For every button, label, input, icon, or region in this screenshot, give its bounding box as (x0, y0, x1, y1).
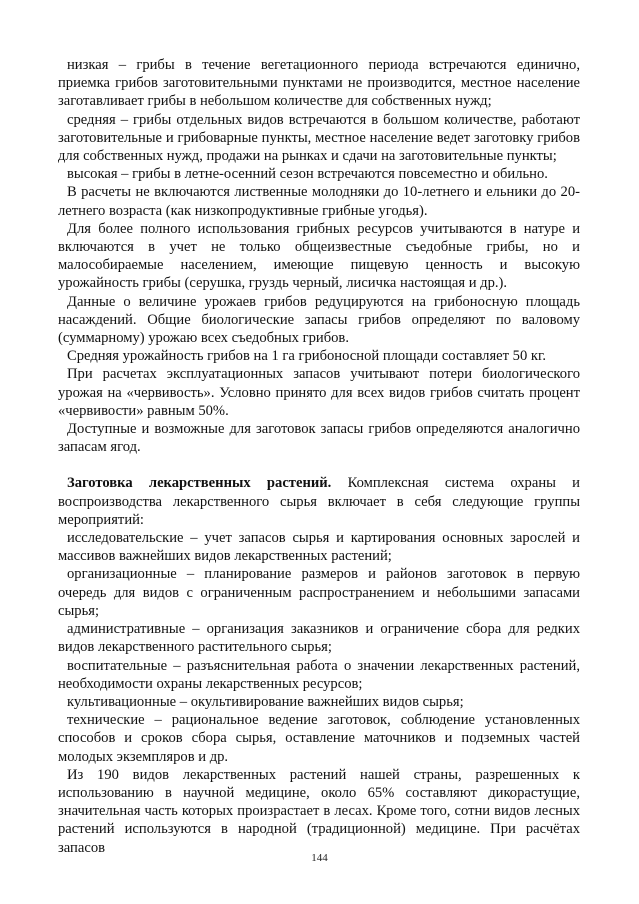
paragraph: При расчетах эксплуатационных запасов учитывают потери биологического урожая на «червивость». Условно принято для всех видов грибов считать процент «червивости» равным 50%. (58, 366, 580, 419)
paragraph: административные – организация заказников и ограничение сбора для редких видов лекарственного растительного сырья; (58, 621, 580, 656)
paragraph: технические – рациональное ведение заготовок, соблюдение установленных способов и сроков сбора сырья, оставление маточников и подземных частей молодых экземпляров и др. (58, 712, 580, 765)
paragraph: средняя – грибы отдельных видов встречаются в большом количестве, работают заготовительные и грибоварные пункты, местное население ведет заготовку грибов для собственных нужд, продажи на рынках и сдачи на заготовительные пункты; (58, 111, 580, 165)
paragraph: воспитательные – разъяснительная работа о значении лекарственных растений, необходимости охраны лекарственных ресурсов; (58, 657, 580, 692)
paragraph: Для более полного использования грибных ресурсов учитываются в натуре и включаются в учет не только общеизвестные съедобные грибы, но и малособираемые населением, имеющие пищевую ценность и высокую урожайность грибы (серушка, груздь черный, лисичка настоящая и др.). (58, 220, 580, 292)
page-number: 144 (311, 852, 328, 864)
paragraph: культивационные – окультивирование важнейших видов сырья; (67, 693, 464, 710)
paragraph: В расчеты не включаются лиственные молодняки до 10-летнего и ельники до 20-летнего возраста (как низкопродуктивные грибные угодья). (58, 184, 580, 219)
paragraph: Данные о величине урожаев грибов редуцируются на грибоносную площадь насаждений. Общие биологические запасы грибов определяют по валовому (суммарному) урожаю всех съедобных грибов. (58, 293, 580, 347)
paragraph: организационные – планирование размеров и районов заготовок в первую очередь для видов с ограниченным распространением и небольшими запасами сырья; (58, 566, 580, 619)
document-page (58, 56, 580, 857)
section-intro-paragraph (58, 474, 580, 529)
paragraph: Из 190 видов лекарственных растений нашей страны, разрешенных к использованию в научной медицине, около 65% составляют дикорастущие, значительная часть которых произрастает в лесах. Кроме того, сотни видов лесных растений используются в народной (традиционной) медицине. При расчётах запасов (58, 766, 580, 856)
paragraph: Средняя урожайность грибов на 1 га грибоносной площади составляет 50 кг. (67, 348, 546, 365)
section-gap (58, 456, 580, 474)
paragraph: Доступные и возможные для заготовок запасы грибов определяются аналогично запасам ягод. (58, 421, 580, 456)
paragraph: высокая – грибы в летне-осенний сезон встречаются повсеместно и обильно. (67, 166, 548, 183)
paragraph: низкая – грибы в течение вегетационного периода встречаются единично, приемка грибов заготовительными пунктами не производится, местное население заготавливает грибы в небольшом количестве для собственных нужд; (58, 57, 580, 110)
section-intro-text: Комплексная система охраны и воспроизводства лекарственного сырья включает в себя следующие группы мероприятий: (58, 475, 580, 528)
section-heading: Заготовка лекарственных растений. (67, 475, 332, 492)
paragraph: исследовательские – учет запасов сырья и картирования основных зарослей и массивов важнейших видов лекарственных растений; (58, 530, 580, 565)
